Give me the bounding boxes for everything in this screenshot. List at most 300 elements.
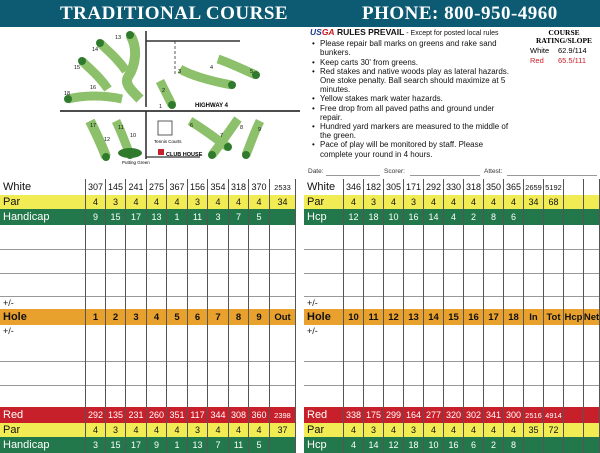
score-cell: 8 xyxy=(504,437,524,453)
score-cell: 2659 xyxy=(524,179,544,195)
score-entry-cell xyxy=(364,385,384,407)
player-name-cell xyxy=(304,249,344,273)
score-entry-cell xyxy=(544,385,564,407)
score-cell: 135 xyxy=(106,407,126,423)
score-entry-cell xyxy=(564,337,584,361)
score-cell: 175 xyxy=(364,407,384,423)
rule-item: • Yellow stakes mark water hazards. xyxy=(320,94,510,103)
score-entry-cell xyxy=(86,361,106,385)
score-cell xyxy=(564,209,584,225)
score-entry-cell xyxy=(424,385,444,407)
score-cell: 367 xyxy=(167,179,188,195)
score-cell: 292 xyxy=(86,407,106,423)
score-cell: 7 xyxy=(208,437,229,453)
score-row xyxy=(304,337,600,362)
score-cell xyxy=(584,179,600,195)
score-cell: 4 xyxy=(126,423,147,437)
score-row xyxy=(304,225,600,250)
score-entry-cell xyxy=(147,273,167,296)
score-entry-cell xyxy=(424,225,444,249)
score-cell xyxy=(564,437,584,453)
score-cell xyxy=(584,407,600,423)
row-hole xyxy=(304,309,600,325)
rules-list xyxy=(310,39,510,159)
score-cell xyxy=(544,437,564,453)
score-row xyxy=(0,337,296,362)
score-entry-cell xyxy=(584,296,600,309)
score-entry-cell xyxy=(208,385,229,407)
rules-panel xyxy=(310,28,510,159)
score-cell: 260 xyxy=(147,407,167,423)
rules-heading: USGA RULES PREVAIL - Except for posted local rules xyxy=(310,27,499,37)
score-entry-cell xyxy=(424,249,444,273)
score-entry-cell xyxy=(504,325,524,337)
score-row xyxy=(0,385,296,408)
score-entry-cell xyxy=(86,249,106,273)
hole-number: 9 xyxy=(249,309,270,325)
score-entry-cell xyxy=(270,249,296,273)
score-entry-cell xyxy=(464,325,484,337)
svg-text:10: 10 xyxy=(130,133,137,139)
hole-number: 14 xyxy=(424,309,444,325)
plus-minus-label: +/- xyxy=(0,325,86,337)
player-name-cell xyxy=(304,337,344,361)
row-par xyxy=(304,195,600,210)
card-fold xyxy=(296,179,304,453)
score-entry-cell xyxy=(249,361,270,385)
score-cell: 17 xyxy=(126,437,147,453)
score-entry-cell xyxy=(86,325,106,337)
svg-text:3: 3 xyxy=(178,69,182,75)
score-entry-cell xyxy=(404,361,424,385)
score-cell: 156 xyxy=(188,179,208,195)
hole-number: 3 xyxy=(126,309,147,325)
score-entry-cell xyxy=(584,385,600,407)
score-entry-cell xyxy=(504,225,524,249)
score-entry-cell xyxy=(208,325,229,337)
score-cell: 10 xyxy=(384,209,404,225)
score-cell: 171 xyxy=(404,179,424,195)
score-entry-cell xyxy=(404,325,424,337)
row-label: Red xyxy=(304,407,344,423)
score-cell: 4 xyxy=(126,195,147,209)
score-cell: 4 xyxy=(484,423,504,437)
score-entry-cell xyxy=(544,273,564,296)
player-name-cell xyxy=(0,361,86,385)
score-entry-cell xyxy=(229,273,249,296)
score-entry-cell xyxy=(384,225,404,249)
svg-text:9: 9 xyxy=(258,127,262,133)
score-cell: 354 xyxy=(208,179,229,195)
score-cell: 9 xyxy=(147,437,167,453)
hole-number: 18 xyxy=(504,309,524,325)
score-entry-cell xyxy=(270,296,296,309)
rule-item: • Free drop from all paved paths and ground under repair. xyxy=(320,104,510,122)
score-cell: 14 xyxy=(424,209,444,225)
score-entry-cell xyxy=(106,337,126,361)
score-entry-cell xyxy=(424,361,444,385)
score-cell: 4 xyxy=(424,195,444,209)
score-entry-cell xyxy=(424,337,444,361)
rating-red: Red 65.5/111 xyxy=(530,56,587,65)
score-entry-cell xyxy=(126,325,147,337)
score-entry-cell xyxy=(564,361,584,385)
score-entry-cell xyxy=(384,361,404,385)
highway-label: HIGHWAY 4 xyxy=(195,103,229,109)
score-cell: 2533 xyxy=(270,179,296,195)
score-cell: 4 xyxy=(249,195,270,209)
score-entry-cell xyxy=(444,273,464,296)
score-entry-cell xyxy=(229,325,249,337)
score-entry-cell xyxy=(106,225,126,249)
row-hole xyxy=(0,309,296,325)
plus-minus-label: +/- xyxy=(0,296,86,309)
score-entry-cell xyxy=(167,337,188,361)
score-entry-cell xyxy=(564,225,584,249)
row-white xyxy=(0,179,296,195)
score-cell: 344 xyxy=(208,407,229,423)
score-entry-cell xyxy=(444,337,464,361)
score-entry-cell xyxy=(424,325,444,337)
hole-number: Out xyxy=(270,309,296,325)
score-entry-cell xyxy=(444,361,464,385)
svg-text:18: 18 xyxy=(64,91,71,97)
score-cell: 3 xyxy=(404,423,424,437)
course-map xyxy=(60,29,300,172)
row-label: Handicap xyxy=(0,437,86,453)
score-entry-cell xyxy=(584,337,600,361)
score-entry-cell xyxy=(364,296,384,309)
score-cell: 15 xyxy=(106,209,126,225)
svg-text:6: 6 xyxy=(190,123,194,129)
score-entry-cell xyxy=(344,273,364,296)
hole-number: 5 xyxy=(167,309,188,325)
score-entry-cell xyxy=(584,273,600,296)
row-label: Hole xyxy=(304,309,344,325)
score-entry-cell xyxy=(424,296,444,309)
score-cell: 8 xyxy=(484,209,504,225)
hole-number: Tot xyxy=(544,309,564,325)
score-cell: 4 xyxy=(229,195,249,209)
score-cell: 3 xyxy=(106,423,126,437)
score-entry-cell xyxy=(444,385,464,407)
score-cell: 338 xyxy=(344,407,364,423)
score-cell: 275 xyxy=(147,179,167,195)
score-cell: 7 xyxy=(229,209,249,225)
score-entry-cell xyxy=(106,249,126,273)
score-entry-cell xyxy=(584,225,600,249)
row-label: Par xyxy=(304,195,344,209)
score-entry-cell xyxy=(504,296,524,309)
score-cell: 4 xyxy=(504,195,524,209)
row-label: Hcp xyxy=(304,437,344,453)
score-cell: 72 xyxy=(544,423,564,437)
score-entry-cell xyxy=(147,325,167,337)
score-entry-cell xyxy=(270,325,296,337)
score-entry-cell xyxy=(126,361,147,385)
score-cell: 12 xyxy=(344,209,364,225)
score-cell: 14 xyxy=(364,437,384,453)
row-label: Par xyxy=(304,423,344,437)
svg-text:13: 13 xyxy=(115,35,122,41)
row-label: Hcp xyxy=(304,209,344,225)
score-entry-cell xyxy=(188,225,208,249)
score-row xyxy=(0,225,296,250)
score-cell: 6 xyxy=(504,209,524,225)
score-cell xyxy=(584,195,600,209)
score-row xyxy=(304,385,600,408)
score-cell: 292 xyxy=(424,179,444,195)
score-row xyxy=(304,273,600,297)
row-plus-minus xyxy=(0,325,296,337)
score-cell: 15 xyxy=(106,437,126,453)
score-cell: 350 xyxy=(484,179,504,195)
score-entry-cell xyxy=(106,325,126,337)
course-header xyxy=(0,0,600,27)
score-entry-cell xyxy=(364,361,384,385)
score-entry-cell xyxy=(504,273,524,296)
score-cell: 12 xyxy=(384,437,404,453)
rating-white: White 62.9/114 xyxy=(530,46,587,55)
score-entry-cell xyxy=(564,296,584,309)
score-entry-cell xyxy=(524,385,544,407)
score-entry-cell xyxy=(167,385,188,407)
score-cell: 4 xyxy=(484,195,504,209)
score-entry-cell xyxy=(167,273,188,296)
row-label: Red xyxy=(0,407,86,423)
score-cell: 2516 xyxy=(524,407,544,423)
score-entry-cell xyxy=(464,296,484,309)
player-name-cell xyxy=(304,273,344,296)
score-cell: 320 xyxy=(444,407,464,423)
plus-minus-label: +/- xyxy=(304,325,344,337)
score-entry-cell xyxy=(384,385,404,407)
score-cell: 3 xyxy=(404,195,424,209)
score-entry-cell xyxy=(364,225,384,249)
score-entry-cell xyxy=(86,225,106,249)
hole-number: 13 xyxy=(404,309,424,325)
hole-number: 6 xyxy=(188,309,208,325)
score-cell: 18 xyxy=(404,437,424,453)
score-entry-cell xyxy=(544,296,564,309)
score-entry-cell xyxy=(229,385,249,407)
score-cell: 4 xyxy=(344,195,364,209)
score-entry-cell xyxy=(384,337,404,361)
score-row xyxy=(0,249,296,274)
score-entry-cell xyxy=(464,385,484,407)
hole-number: Net xyxy=(584,309,600,325)
score-entry-cell xyxy=(188,249,208,273)
score-cell: 4 xyxy=(444,209,464,225)
score-cell: 11 xyxy=(229,437,249,453)
score-entry-cell xyxy=(404,337,424,361)
row-label: White xyxy=(0,179,86,195)
score-entry-cell xyxy=(544,325,564,337)
score-cell: 5 xyxy=(249,437,270,453)
score-entry-cell xyxy=(484,325,504,337)
score-entry-cell xyxy=(524,249,544,273)
score-entry-cell xyxy=(106,361,126,385)
score-entry-cell xyxy=(384,249,404,273)
score-entry-cell xyxy=(249,385,270,407)
score-entry-cell xyxy=(147,337,167,361)
score-cell: 34 xyxy=(524,195,544,209)
score-cell: 117 xyxy=(188,407,208,423)
score-cell: 4 xyxy=(464,423,484,437)
player-name-cell xyxy=(0,385,86,407)
svg-text:11: 11 xyxy=(118,125,124,131)
score-entry-cell xyxy=(444,325,464,337)
score-entry-cell xyxy=(147,225,167,249)
score-row xyxy=(0,361,296,386)
score-cell xyxy=(544,209,564,225)
score-entry-cell xyxy=(188,296,208,309)
score-entry-cell xyxy=(364,325,384,337)
score-entry-cell xyxy=(188,361,208,385)
score-cell: 68 xyxy=(544,195,564,209)
score-entry-cell xyxy=(464,249,484,273)
row-label: Par xyxy=(0,195,86,209)
row-plus-minus xyxy=(0,296,296,309)
svg-text:14: 14 xyxy=(92,47,99,53)
score-cell: 4 xyxy=(384,195,404,209)
score-cell: 351 xyxy=(167,407,188,423)
hole-number: 15 xyxy=(444,309,464,325)
clubhouse-label: CLUB HOUSE xyxy=(166,152,203,158)
score-entry-cell xyxy=(208,273,229,296)
score-entry-cell xyxy=(484,273,504,296)
score-entry-cell xyxy=(404,249,424,273)
score-row xyxy=(304,361,600,386)
score-entry-cell xyxy=(564,385,584,407)
score-entry-cell xyxy=(167,361,188,385)
score-entry-cell xyxy=(344,337,364,361)
score-entry-cell xyxy=(188,273,208,296)
score-entry-cell xyxy=(344,225,364,249)
svg-text:2: 2 xyxy=(162,88,166,94)
player-name-cell xyxy=(304,385,344,407)
row-par xyxy=(0,195,296,210)
score-entry-cell xyxy=(504,361,524,385)
phone-number: PHONE: 800-950-4960 xyxy=(362,3,558,24)
score-cell: 11 xyxy=(188,209,208,225)
score-entry-cell xyxy=(344,296,364,309)
score-entry-cell xyxy=(444,225,464,249)
back-nine-scorecard xyxy=(304,179,600,453)
hole-number: 11 xyxy=(364,309,384,325)
score-entry-cell xyxy=(86,273,106,296)
score-entry-cell xyxy=(106,385,126,407)
score-cell: 4 xyxy=(444,423,464,437)
player-name-cell xyxy=(0,225,86,249)
score-entry-cell xyxy=(208,249,229,273)
score-entry-cell xyxy=(544,225,564,249)
score-cell: 2 xyxy=(464,209,484,225)
course-title: TRADITIONAL COURSE xyxy=(60,3,289,24)
rule-item: • Hundred yard markers are measured to the middle of the green. xyxy=(320,122,510,140)
score-entry-cell xyxy=(188,337,208,361)
score-entry-cell xyxy=(484,385,504,407)
score-cell: 4 xyxy=(504,423,524,437)
score-entry-cell xyxy=(147,296,167,309)
putting-green-label: Putting Green xyxy=(122,160,150,165)
score-cell: 360 xyxy=(249,407,270,423)
row-handicap xyxy=(304,437,600,453)
row-plus-minus xyxy=(304,325,600,337)
score-cell: 231 xyxy=(126,407,147,423)
svg-text:17: 17 xyxy=(90,123,97,129)
svg-text:15: 15 xyxy=(74,65,81,71)
score-cell: 3 xyxy=(364,423,384,437)
score-entry-cell xyxy=(484,337,504,361)
score-cell: 13 xyxy=(188,437,208,453)
score-cell: 4 xyxy=(147,195,167,209)
score-entry-cell xyxy=(270,337,296,361)
score-entry-cell xyxy=(86,296,106,309)
score-entry-cell xyxy=(147,361,167,385)
score-cell: 5 xyxy=(249,209,270,225)
score-entry-cell xyxy=(484,361,504,385)
score-entry-cell xyxy=(484,225,504,249)
score-entry-cell xyxy=(270,273,296,296)
score-entry-cell xyxy=(126,225,147,249)
score-entry-cell xyxy=(504,385,524,407)
score-cell: 1 xyxy=(167,437,188,453)
score-cell: 1 xyxy=(167,209,188,225)
score-entry-cell xyxy=(444,249,464,273)
score-entry-cell xyxy=(147,249,167,273)
score-cell xyxy=(564,195,584,209)
score-cell: 6 xyxy=(464,437,484,453)
score-cell xyxy=(270,437,296,453)
score-cell: 10 xyxy=(424,437,444,453)
svg-text:8: 8 xyxy=(240,125,244,131)
score-cell: 164 xyxy=(404,407,424,423)
score-entry-cell xyxy=(208,225,229,249)
score-entry-cell xyxy=(249,296,270,309)
svg-text:7: 7 xyxy=(220,133,224,139)
score-entry-cell xyxy=(126,273,147,296)
player-name-cell xyxy=(304,225,344,249)
score-cell: 34 xyxy=(270,195,296,209)
score-cell: 35 xyxy=(524,423,544,437)
player-name-cell xyxy=(0,337,86,361)
score-entry-cell xyxy=(270,385,296,407)
row-handicap xyxy=(304,209,600,225)
score-entry-cell xyxy=(208,361,229,385)
score-entry-cell xyxy=(564,249,584,273)
score-cell: 370 xyxy=(249,179,270,195)
score-entry-cell xyxy=(444,296,464,309)
score-entry-cell xyxy=(126,337,147,361)
front-nine-scorecard xyxy=(0,179,296,453)
score-entry-cell xyxy=(464,273,484,296)
score-entry-cell xyxy=(584,361,600,385)
score-entry-cell xyxy=(524,225,544,249)
score-entry-cell xyxy=(464,361,484,385)
score-entry-cell xyxy=(464,337,484,361)
score-entry-cell xyxy=(188,325,208,337)
score-cell: 2 xyxy=(484,437,504,453)
score-cell: 4 xyxy=(444,195,464,209)
score-entry-cell xyxy=(464,225,484,249)
score-entry-cell xyxy=(344,325,364,337)
score-entry-cell xyxy=(484,249,504,273)
score-cell: 4 xyxy=(167,423,188,437)
score-entry-cell xyxy=(524,273,544,296)
score-entry-cell xyxy=(484,296,504,309)
score-cell: 16 xyxy=(404,209,424,225)
